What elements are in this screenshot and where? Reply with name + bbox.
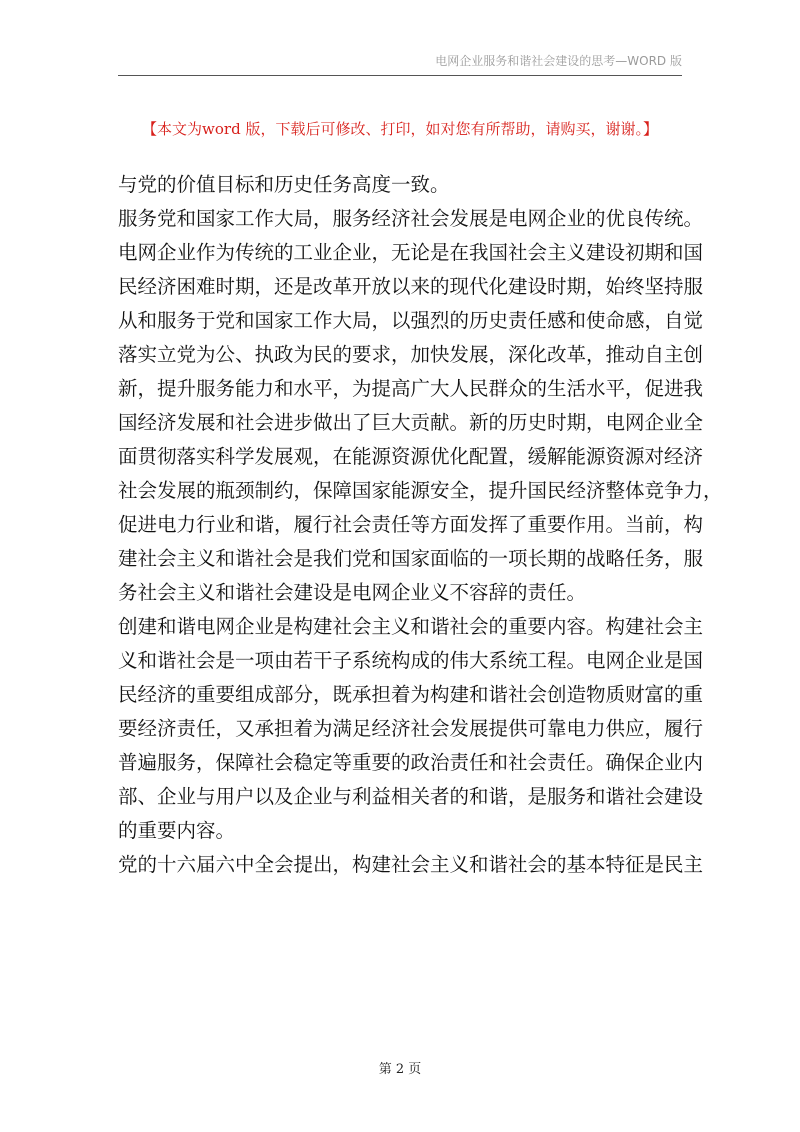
body-line: 民经济的重要组成部分，既承担着为构建和谐社会创造物质财富的重 (118, 683, 704, 706)
body-line: 义和谐社会是一项由若干子系统构成的伟大系统工程。电网企业是国 (118, 649, 704, 672)
body-line: 落实立党为公、执政为民的要求，加快发展，深化改革，推动自主创 (118, 343, 704, 366)
body-line: 民经济困难时期，还是改革开放以来的现代化建设时期，始终坚持服 (118, 275, 704, 298)
body-line: 新，提升服务能力和水平，为提高广大人民群众的生活水平，促进我 (118, 377, 704, 400)
body-line: 从和服务于党和国家工作大局，以强烈的历史责任感和使命感，自觉 (118, 309, 704, 332)
body-line: 要经济责任，又承担着为满足经济社会发展提供可靠电力供应，履行 (118, 717, 704, 740)
header-title: 电网企业服务和谐社会建设的思考—WORD 版 (435, 54, 682, 68)
body-line: 普遍服务，保障社会稳定等重要的政治责任和社会责任。确保企业内 (118, 751, 704, 774)
body-line: 服务党和国家工作大局，服务经济社会发展是电网企业的优良传统。 (118, 207, 704, 230)
body-line: 国经济发展和社会进步做出了巨大贡献。新的历史时期，电网企业全 (118, 411, 704, 434)
body-line: 的重要内容。 (118, 819, 236, 842)
body-line: 社会发展的瓶颈制约，保障国家能源安全，提升国民经济整体竞争力， (118, 479, 723, 502)
body-line: 党的十六届六中全会提出，构建社会主义和谐社会的基本特征是民主 (118, 853, 704, 876)
document-body (118, 168, 723, 882)
body-line: 务社会主义和谐社会建设是电网企业义不容辞的责任。 (118, 581, 587, 604)
header-divider (118, 75, 682, 76)
body-line: 电网企业作为传统的工业企业，无论是在我国社会主义建设初期和国 (118, 241, 704, 264)
download-notice: 【本文为word 版，下载后可修改、打印，如对您有所帮助，请购买，谢谢。】 (142, 120, 658, 138)
body-line: 促进电力行业和谐，履行社会责任等方面发挥了重要作用。当前，构 (118, 513, 704, 536)
page-number: 第 2 页 (378, 1062, 422, 1077)
body-line: 部、企业与用户以及企业与利益相关者的和谐，是服务和谐社会建设 (118, 785, 704, 808)
body-line: 与党的价值目标和历史任务高度一致。 (118, 173, 450, 196)
body-line: 面贯彻落实科学发展观，在能源资源优化配置，缓解能源资源对经济 (118, 445, 704, 468)
body-line: 建社会主义和谐社会是我们党和国家面临的一项长期的战略任务，服 (118, 547, 704, 570)
body-line: 创建和谐电网企业是构建社会主义和谐社会的重要内容。构建社会主 (118, 615, 704, 638)
